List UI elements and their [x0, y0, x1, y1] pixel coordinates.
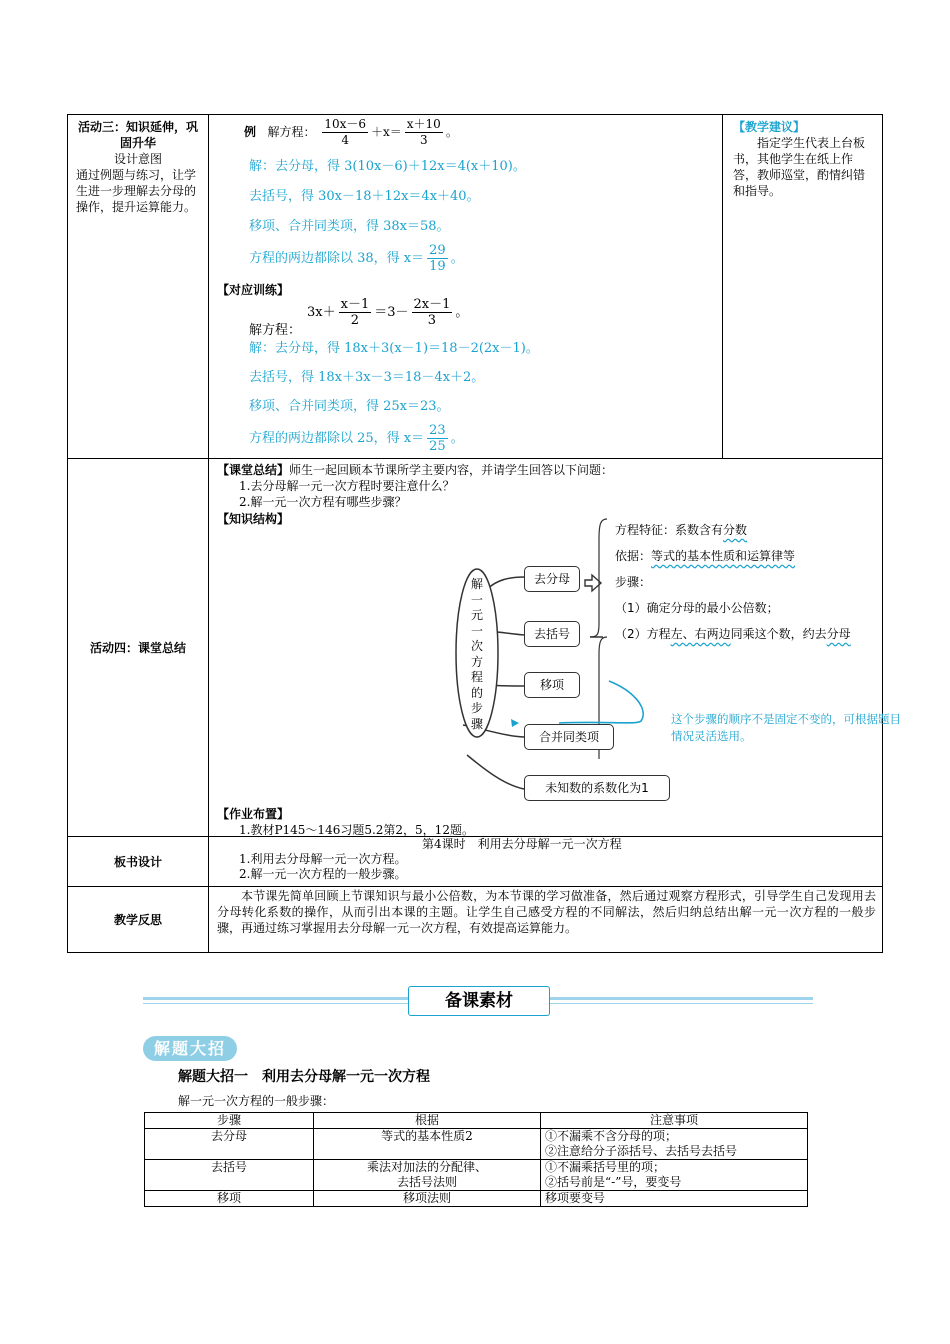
training-answer-numerator: 23	[429, 423, 446, 438]
structure-title: 【知识结构】	[217, 512, 290, 526]
training-denominator-1: 2	[350, 313, 360, 328]
feature-line	[615, 521, 747, 538]
training-step-3: 移项、合并同类项，得 25x＝23。	[249, 399, 450, 414]
training-equation	[307, 297, 468, 328]
row1-step: 去分母	[145, 1129, 314, 1160]
reflection-row	[68, 887, 883, 953]
row2-note-2: ②括号前是“-”号，要变号	[545, 1175, 682, 1189]
example-step-4	[249, 243, 464, 274]
basis-key: 等式的基本性质和运算律等	[651, 549, 796, 563]
activity3-label-cell	[68, 115, 209, 459]
board-row	[68, 837, 883, 887]
step-a: （1）确定分母的最小公倍数；	[615, 601, 779, 615]
eq-numerator-2: x＋10	[406, 117, 441, 131]
board-label-cell	[68, 837, 209, 887]
advice-title: 【教学建议】	[733, 120, 806, 134]
banner-line-right	[548, 997, 813, 1000]
example-prompt: 解方程：	[267, 125, 316, 139]
note-arrow-head-icon	[511, 719, 519, 727]
steps-table-header	[145, 1113, 808, 1129]
feature-prefix: 方程特征：系数含有	[615, 523, 724, 537]
reflection-label-cell	[68, 887, 209, 953]
example-answer-numerator: 29	[429, 243, 446, 258]
example-label: 例	[244, 125, 257, 139]
board-content-cell	[209, 837, 883, 887]
tip-title: 解题大招一 利用去分母解一元一次方程	[178, 1069, 430, 1085]
step-b	[615, 625, 851, 642]
training-end: 。	[455, 305, 469, 320]
example-answer-denominator: 19	[429, 259, 446, 274]
eq-end: 。	[445, 125, 458, 139]
eq-mid: ＋x＝	[371, 125, 402, 139]
example-step-3: 移项、合并同类项，得 38x＝58。	[249, 219, 450, 234]
banner-line-left	[143, 997, 408, 1000]
summary-title: 【课堂总结】	[217, 463, 290, 477]
training-numerator-1: x－1	[340, 297, 370, 312]
step-box-2: 去括号	[524, 621, 580, 647]
question-2: 2.解一元一次方程有哪些步骤？	[239, 495, 407, 509]
advice-cell	[723, 115, 883, 459]
feature-key: 分数	[723, 523, 748, 537]
reflection-text: 本节课先简单回顾上节课知识与最小公倍数，为本节课的学习做准备，然后通过观察方程形式，引导学生自己发现用去分母转化系数的操作，从而引出本课的主题。让学生自己感受方程的不同解法，然后归纳总结出解一元一次方程的一般步骤，再通过练习掌握用去分母解一元一次方程，有效提高运算能力。	[209, 887, 883, 953]
basis-prefix: 依据：	[615, 549, 652, 563]
table-row	[145, 1191, 808, 1207]
activity4-title: 活动四：课堂总结	[89, 641, 186, 655]
row1-basis: 等式的基本性质2	[314, 1129, 541, 1160]
table-row	[145, 1160, 808, 1191]
step-box-1: 去分母	[524, 566, 580, 592]
advice-text: 指定学生代表上台板书，其他学生在纸上作答，教师巡堂，酌情纠错和指导。	[733, 136, 866, 198]
branch-line-5	[467, 755, 524, 789]
row2-basis: 乘法对加法的分配律、去括号法则	[314, 1160, 541, 1191]
training-step-2: 去括号，得 18x＋3x－3＝18－4x＋2。	[249, 370, 485, 385]
row3-basis: 移项法则	[314, 1191, 541, 1207]
step-box-3: 移项	[524, 672, 580, 698]
row1-note-1: ①不漏乘不含分母的项；	[545, 1129, 678, 1143]
row3-note: 移项要变号	[541, 1191, 808, 1207]
example-step-1: 解：去分母，得 3(10x－6)＋12x＝4(x＋10)。	[249, 159, 526, 174]
steps-table	[144, 1112, 808, 1207]
training-step-1: 解：去分母，得 18x＋3(x－1)＝18－2(2x－1)。	[249, 341, 539, 356]
activity4-content-cell	[209, 459, 901, 837]
materials-banner: 备课素材	[408, 986, 550, 1016]
step-box-4: 合并同类项	[524, 724, 614, 750]
activity3-title: 活动三：知识延伸，巩固升华	[78, 120, 199, 150]
training-title: 【对应训练】	[217, 283, 290, 297]
header-note: 注意事项	[541, 1113, 808, 1129]
steps-label: 步骤：	[615, 575, 652, 589]
example-equation	[244, 117, 458, 148]
training-mid: ＝3－	[374, 305, 409, 320]
example-step-2: 去括号，得 30x－18＋12x＝4x＋40。	[249, 189, 480, 204]
question-1: 1.去分母解一元一次方程时要注意什么？	[239, 479, 455, 493]
training-numerator-2: 2x－1	[413, 297, 451, 312]
step-b-prefix: （2）方程	[615, 627, 671, 641]
activity3-content-cell	[209, 115, 723, 459]
row1-note	[541, 1129, 808, 1160]
homework-title: 【作业布置】	[217, 807, 290, 821]
training-denominator-2: 3	[427, 313, 437, 328]
activity4-label-cell	[68, 459, 209, 837]
step-b-mid: 同乘这个数，约去	[730, 627, 827, 641]
eq-denominator-2: 3	[419, 133, 428, 147]
board-label: 板书设计	[113, 855, 162, 869]
row2-note	[541, 1160, 808, 1191]
lesson-table	[67, 114, 901, 953]
row3-step: 移项	[145, 1191, 314, 1207]
design-label: 设计意图	[113, 152, 162, 166]
row2-note-1: ①不漏乘括号里的项；	[545, 1160, 666, 1174]
banner-line-right-thin	[548, 1003, 813, 1004]
basis-line	[615, 547, 795, 564]
step-box-5: 未知数的系数化为1	[524, 775, 670, 801]
summary-text: 师生一起回顾本节课所学主要内容，并请学生回答以下问题：	[289, 463, 614, 477]
step-b-key1: 左、右两边	[670, 627, 731, 641]
activity3-row	[68, 115, 883, 459]
order-note: 这个步骤的顺序不是固定不变的，可根据题目情况灵活选用。	[671, 712, 901, 743]
eq-numerator-1: 10x－6	[324, 117, 366, 131]
header-basis: 根据	[314, 1113, 541, 1129]
row2-step: 去括号	[145, 1160, 314, 1191]
step-b-key2: 分母	[826, 627, 851, 641]
training-prompt: 解方程：	[249, 323, 302, 338]
banner-line-left-thin	[143, 1003, 408, 1004]
center-label: 解一元一次方程的步骤	[470, 577, 483, 731]
eq-denominator-1: 4	[341, 133, 349, 147]
board-title: 第4课时 利用去分母解一元一次方程	[422, 837, 622, 851]
table-row	[145, 1129, 808, 1160]
training-answer-denominator: 25	[429, 439, 446, 454]
row1-note-2: ②注意给分子添括号、去括号去括号	[545, 1144, 738, 1158]
example-step-4-end: 。	[450, 251, 464, 266]
tips-badge: 解题大招	[143, 1036, 237, 1061]
tip-intro: 解一元一次方程的一般步骤：	[178, 1094, 335, 1108]
training-step-4-text: 方程的两边都除以 25，得 x＝	[249, 431, 425, 446]
board-item-1: 1.利用去分母解一元一次方程。	[239, 852, 407, 866]
training-step-4-end: 。	[450, 431, 464, 446]
homework-text: 1.教材P145～146习题5.2第2，5，12题。	[239, 823, 474, 837]
design-text: 通过例题与练习，让学生进一步理解去分母的操作，提升运算能力。	[76, 168, 197, 214]
training-step-4	[249, 423, 464, 454]
board-item-2: 2.解一元一次方程的一般步骤。	[239, 867, 407, 881]
example-step-4-text: 方程的两边都除以 38，得 x＝	[249, 251, 425, 266]
activity4-row	[68, 459, 883, 837]
reflection-label: 教学反思	[113, 913, 162, 927]
training-lead: 3x＋	[307, 305, 336, 320]
header-step: 步骤	[145, 1113, 314, 1129]
